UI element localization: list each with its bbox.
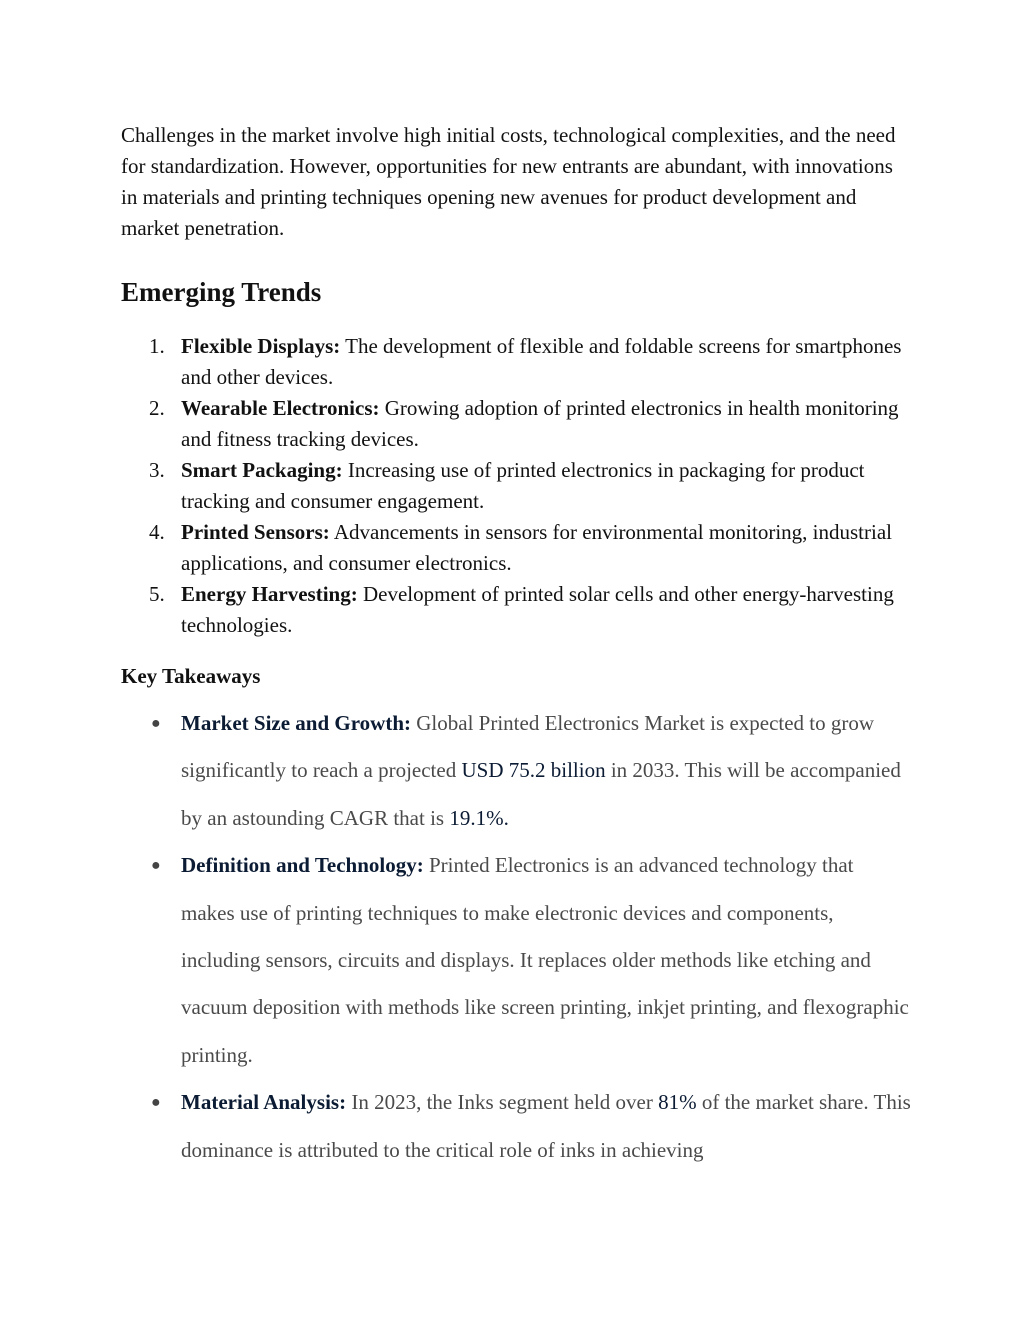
trend-item (121, 517, 911, 579)
bullet-icon: ● (151, 715, 161, 732)
list-number: 2. (149, 396, 165, 420)
section-heading-emerging-trends: Emerging Trends (121, 277, 322, 307)
takeaway-highlight: USD 75.2 billion (461, 758, 606, 783)
takeaway-item (121, 700, 911, 842)
trend-item (121, 455, 911, 517)
trend-term: Printed Sensors: (181, 520, 330, 544)
trend-item (121, 579, 911, 641)
takeaway-text: Printed Electronics is an advanced technology that makes use of printing techniques to make electronic devices and components, including sensors, circuits and displays. It replaces older methods like etching and vacuum deposition with methods like screen printing, inkjet printing, and flexographic printing. (181, 853, 909, 1067)
intro-paragraph: Challenges in the market involve high initial costs, technological complexities, and the need for standardization. However, opportunities for new entrants are abundant, with innovations in materials and printing techniques opening new avenues for product development and market penetration. (121, 123, 896, 240)
trend-item (121, 331, 911, 393)
trend-text: The development of flexible and foldable screens for smartphones and other devices. (181, 334, 902, 389)
takeaway-term: Material Analysis: (181, 1090, 347, 1115)
list-number: 3. (149, 458, 165, 482)
trend-item (121, 393, 911, 455)
list-number: 5. (149, 582, 165, 606)
bullet-icon: ● (151, 1094, 161, 1112)
bullet-icon: ● (151, 857, 161, 875)
takeaway-text: Global Printed Electronics Market is expected to grow significantly to reach a projected (181, 711, 875, 783)
takeaway-item (121, 842, 911, 1079)
takeaway-text: In 2023, the Inks segment held over (346, 1090, 659, 1115)
section-heading-key-takeaways: Key Takeaways (121, 664, 261, 688)
takeaway-text: of the market share. This dominance is attributed to the critical role of inks in achieving (181, 1090, 911, 1162)
list-number: 4. (149, 520, 165, 544)
emerging-trends-list (121, 331, 911, 641)
takeaway-term: Definition and Technology: (181, 853, 424, 878)
trend-term: Wearable Electronics: (181, 396, 380, 420)
trend-text: Growing adoption of printed electronics in health monitoring and fitness tracking devices. (181, 396, 899, 451)
key-takeaways-list (121, 700, 911, 1174)
trend-text: Increasing use of printed electronics in packaging for product tracking and consumer engagement. (181, 458, 865, 513)
takeaway-item (121, 1079, 911, 1174)
trend-term: Smart Packaging: (181, 458, 343, 482)
trend-text: Development of printed solar cells and other energy-harvesting technologies. (181, 582, 894, 637)
trend-term: Flexible Displays: (181, 334, 341, 358)
trend-text: Advancements in sensors for environmental monitoring, industrial applications, and consumer electronics. (181, 520, 892, 575)
list-number: 1. (149, 334, 165, 358)
takeaway-term: Market Size and Growth: (181, 711, 412, 735)
takeaway-highlight: 19.1%. (449, 805, 509, 830)
trend-term: Energy Harvesting: (181, 582, 358, 606)
takeaway-text: in 2033. This will be accompanied by an astounding CAGR that is (181, 758, 901, 830)
takeaway-highlight: 81% (658, 1090, 697, 1115)
